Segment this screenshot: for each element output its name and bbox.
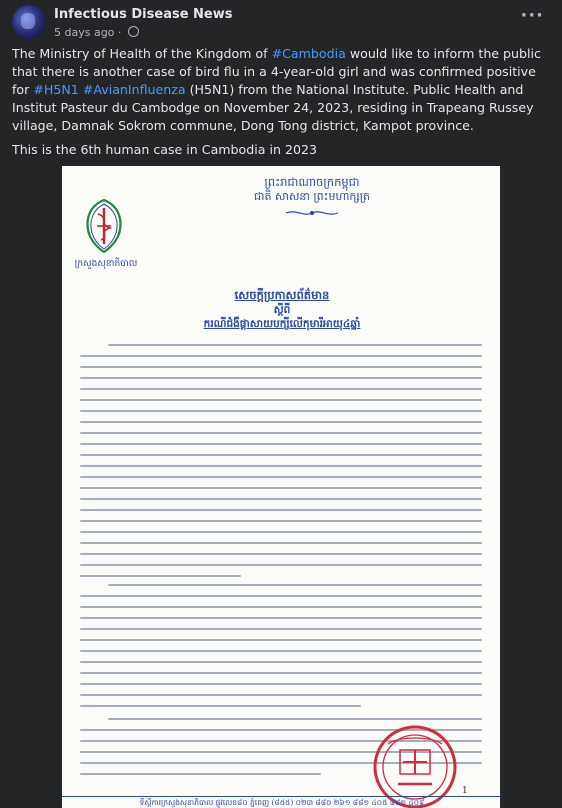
caption-text: (H5N1) from the National Institute. Public Health and Institut Pasteur du Cambodge on November 24, 2023, residing in Trapeang Russey village, Damnak Sokrom commune, Dong Tong district, Kampot province. bbox=[12, 82, 534, 133]
caption-paragraph-2: This is the 6th human case in Cambodia in 2023 bbox=[12, 142, 318, 157]
body-paragraph-2 bbox=[80, 584, 482, 716]
body-paragraph-1 bbox=[80, 344, 482, 586]
caption-text: would like to inform the public that there is another case of bird flu in a 4-year-old girl and was confirmed positive for bbox=[12, 46, 541, 97]
meta-separator: · bbox=[117, 26, 122, 39]
national-motto: ជាតិ សាសនា ព្រះមហាក្សត្រ bbox=[254, 190, 370, 203]
page-number: 1 bbox=[462, 786, 468, 796]
footer-divider bbox=[62, 796, 500, 797]
globe-icon bbox=[128, 26, 139, 37]
more-options-icon[interactable]: ··· bbox=[520, 5, 544, 26]
hashtag-cambodia[interactable]: #Cambodia bbox=[271, 46, 346, 61]
notice-title: សេចក្ដីប្រកាសព័ត៌មាន bbox=[234, 288, 330, 302]
post-meta bbox=[54, 26, 139, 39]
document-footer: ទីស្ដីការក្រសួងសុខាភិបាល ផ្លូវលេខ៨០ ភ្នំពេញ (៨៥៥) ០២៣ ៨៨០ ២៦១ ៨៨១ ៤០៥ ៨៨១ ៤០៩ bbox=[139, 798, 425, 807]
hashtag-h5n1[interactable]: #H5N1 bbox=[33, 82, 79, 97]
ornament-divider bbox=[284, 208, 340, 218]
caption-text: The Ministry of Health of the Kingdom of bbox=[12, 46, 272, 61]
page-name-link[interactable]: Infectious Disease News bbox=[54, 7, 233, 22]
page-avatar[interactable] bbox=[12, 5, 46, 39]
caption-paragraph-1 bbox=[12, 45, 550, 135]
post-header bbox=[12, 5, 550, 41]
ministry-name: ក្រសួងសុខាភិបាល bbox=[74, 259, 138, 269]
notice-subject: ករណីជំងឺផ្ដាសាយបក្សីលើកុមារីអាយុ៤ឆ្នាំ bbox=[203, 318, 361, 330]
notice-subject-label: ស្ដីពី bbox=[273, 304, 291, 316]
hashtag-avianinfluenza[interactable]: #AvianInfluenza bbox=[82, 82, 186, 97]
kingdom-title: ព្រះរាជាណាចក្រកម្ពុជា bbox=[264, 175, 360, 189]
press-release-image[interactable] bbox=[62, 166, 500, 808]
ministry-of-health-logo bbox=[79, 196, 129, 254]
post-caption bbox=[12, 45, 550, 165]
post-timestamp[interactable]: 5 days ago bbox=[54, 26, 115, 39]
